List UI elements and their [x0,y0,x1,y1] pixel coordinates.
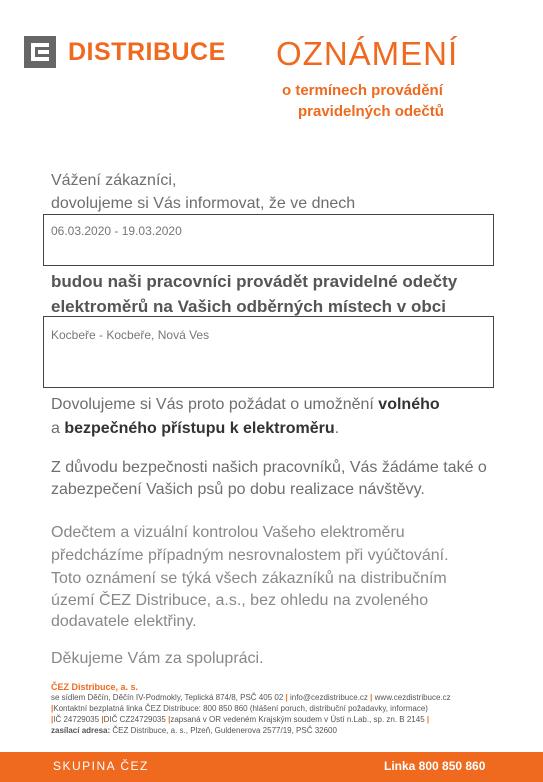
footer-company: ČEZ Distribuce, a. s. [51,682,139,692]
footer-separator: | [370,693,373,702]
info-line-5: dodavatele elektřiny. [51,613,197,630]
footer-separator: | [426,715,430,724]
footer-line-2 [51,704,428,713]
subtitle-line-1: o termínech provádění [282,82,443,99]
footer-address-label: zasílací adresa: [51,726,111,735]
footer-separator: | [101,715,104,724]
location-value: Kocbeře - Kocbeře, Nová Ves [51,328,210,342]
access-bold-safe: bezpečného přístupu k elektroměru [64,420,335,437]
page-title: OZNÁMENÍ [276,35,459,72]
intro-text: dovolujeme si Vás informovat, že ve dnech [51,195,356,212]
footer-ic: IČ 24729035 [53,715,100,724]
subtitle-line-2: pravidelných odečtů [298,103,444,120]
brand-name: DISTRIBUCE [68,38,226,66]
footer-email[interactable]: info@cezdistribuce.cz [289,693,368,702]
info-line-1: Odečtem a vizuální kontrolou Vašeho elektroměru [51,524,405,541]
group-name: SKUPINA ČEZ [53,759,149,773]
access-prefix: a [51,420,65,437]
access-text: Dovolujeme si Vás proto požádat o umožnění [51,396,379,413]
dates-value: 06.03.2020 - 19.03.2020 [51,224,182,238]
location-box [43,316,494,388]
info-line-3: Toto oznámení se týká všech zákazníků na distribučním [51,570,447,587]
footer-separator: | [51,704,54,713]
footer-website[interactable]: www.cezdistribuce.cz [374,693,451,702]
thanks-text: Děkujeme Vám za spolupráci. [51,650,264,667]
footer-line-3 [51,715,429,724]
access-bold-free: volného [378,396,440,413]
dates-box [43,214,494,266]
footer-registry: zapsaná v OR vedeném Krajským soudem v Ústí n.Lab., sp. zn. B 2145 [170,715,425,724]
access-line-1 [51,395,440,415]
access-end: . [334,420,340,437]
footer-hotline: Kontaktní bezplatná linka ČEZ Distribuce: 800 850 860 (hlášení poruch, distribuční požadavky, informace) [53,704,428,713]
footer-separator: | [168,715,171,724]
greeting: Vážení zákazníci, [51,172,177,189]
footer-address: se sídlem Děčín, Děčín IV-Podmokly, Teplická 874/8, PSČ 405 02 [51,693,284,702]
footer-mailing-address: ČEZ Distribuce, a. s., Plzeň, Guldenerova 2577/19, PSČ 32600 [112,726,337,735]
footer-dic: DIČ CZ24729035 [103,715,166,724]
footer-line-1 [51,693,451,702]
info-line-4: území ČEZ Distribuce, a.s., bez ohledu na zvoleného [51,592,429,609]
bold-line-1: budou naši pracovníci provádět pravidelné odečty [51,272,458,291]
access-line-2 [51,419,339,439]
dogs-line-1: Z důvodu bezpečnosti našich pracovníků, Vás žádáme také o [51,459,487,476]
info-line-2: předcházíme případným nesrovnalostem při vyúčtování. [51,547,449,564]
cez-logo-icon [24,36,56,68]
footer-line-4 [51,726,337,735]
dogs-line-2: zabezpečení Vašich psů po dobu realizace návštěvy. [51,481,425,498]
bold-line-2: elektroměrů na Vašich odběrných místech v obci [51,297,446,316]
hotline-number[interactable]: Linka 800 850 860 [384,759,486,773]
footer-separator: | [285,693,288,702]
footer-separator: | [51,715,54,724]
